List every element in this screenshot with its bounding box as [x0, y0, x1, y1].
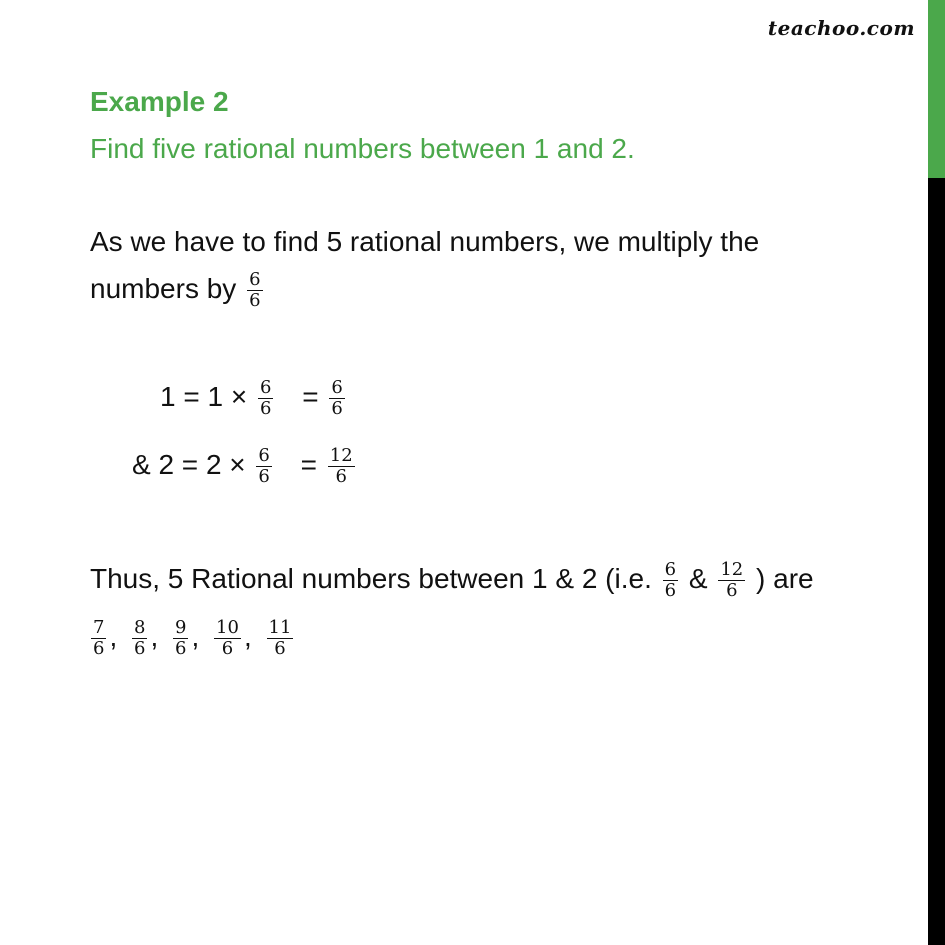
answer-fraction [173, 618, 188, 659]
fraction-denominator: 6 [664, 580, 677, 601]
equation-1-lhs: 1 = 1 × [160, 380, 248, 412]
conclusion-line [90, 560, 814, 601]
intro-line-2 [90, 270, 266, 311]
answer-fraction [132, 618, 147, 659]
equation-2-fraction-2 [328, 446, 355, 487]
scrollbar-track[interactable] [928, 0, 945, 945]
answer-separator: , [150, 620, 159, 652]
answer-separator: , [109, 620, 118, 652]
conclusion-text-after: ) are [756, 562, 814, 594]
equation-1-fraction-1 [258, 378, 273, 419]
fraction-numerator: 6 [331, 377, 343, 398]
fraction-numerator: 12 [720, 559, 744, 580]
fraction-denominator: 6 [259, 398, 272, 419]
fraction-denominator: 6 [258, 466, 270, 487]
fraction-denominator: 6 [249, 290, 261, 311]
fraction-numerator: 12 [329, 445, 353, 466]
equation-2-equals: = [300, 448, 318, 480]
fraction-numerator: 9 [175, 617, 187, 638]
fraction-denominator: 6 [93, 638, 105, 659]
fraction-numerator: 6 [259, 377, 272, 398]
fraction-denominator: 6 [175, 638, 187, 659]
example-heading: Example 2 [90, 86, 229, 117]
answer-fractions [88, 618, 296, 659]
fraction-numerator: 11 [268, 617, 292, 638]
question-text: Find five rational numbers between 1 and 2. [90, 133, 635, 164]
equation-2 [132, 446, 358, 487]
equation-2-fraction-1 [256, 446, 271, 487]
intro-line-1: As we have to find 5 rational numbers, we multiply the [90, 226, 760, 257]
conclusion-amp: & [688, 562, 708, 594]
fraction-numerator: 10 [216, 617, 239, 638]
answer-separator: , [191, 620, 200, 652]
conclusion-fraction-1 [663, 560, 678, 601]
equation-1-fraction-2 [329, 378, 344, 419]
intro-line-2-text: numbers by [90, 272, 237, 304]
fraction-denominator: 6 [221, 638, 234, 659]
answer-separator: , [243, 620, 252, 652]
conclusion-text-before: Thus, 5 Rational numbers between 1 & 2 (i.e. [90, 562, 652, 594]
equation-1 [160, 378, 348, 419]
equation-1-equals: = [302, 380, 319, 412]
fraction-denominator: 6 [134, 638, 146, 659]
teachoo-logo[interactable]: teachoo.com [767, 16, 915, 40]
fraction-denominator: 6 [726, 580, 738, 601]
answer-fraction [91, 618, 106, 659]
fraction-numerator: 8 [134, 617, 146, 638]
fraction-denominator: 6 [274, 638, 286, 659]
answer-fraction [267, 618, 294, 659]
scrollbar-thumb[interactable] [928, 0, 945, 178]
answer-fraction [214, 618, 241, 659]
fraction-numerator: 6 [249, 269, 261, 290]
fraction-numerator: 7 [93, 617, 105, 638]
conclusion-fraction-2 [718, 560, 745, 601]
intro-fraction [247, 270, 262, 311]
fraction-numerator: 6 [664, 559, 677, 580]
fraction-denominator: 6 [335, 466, 347, 487]
fraction-denominator: 6 [331, 398, 343, 419]
fraction-numerator: 6 [258, 445, 270, 466]
equation-2-lhs: & 2 = 2 × [132, 448, 246, 480]
